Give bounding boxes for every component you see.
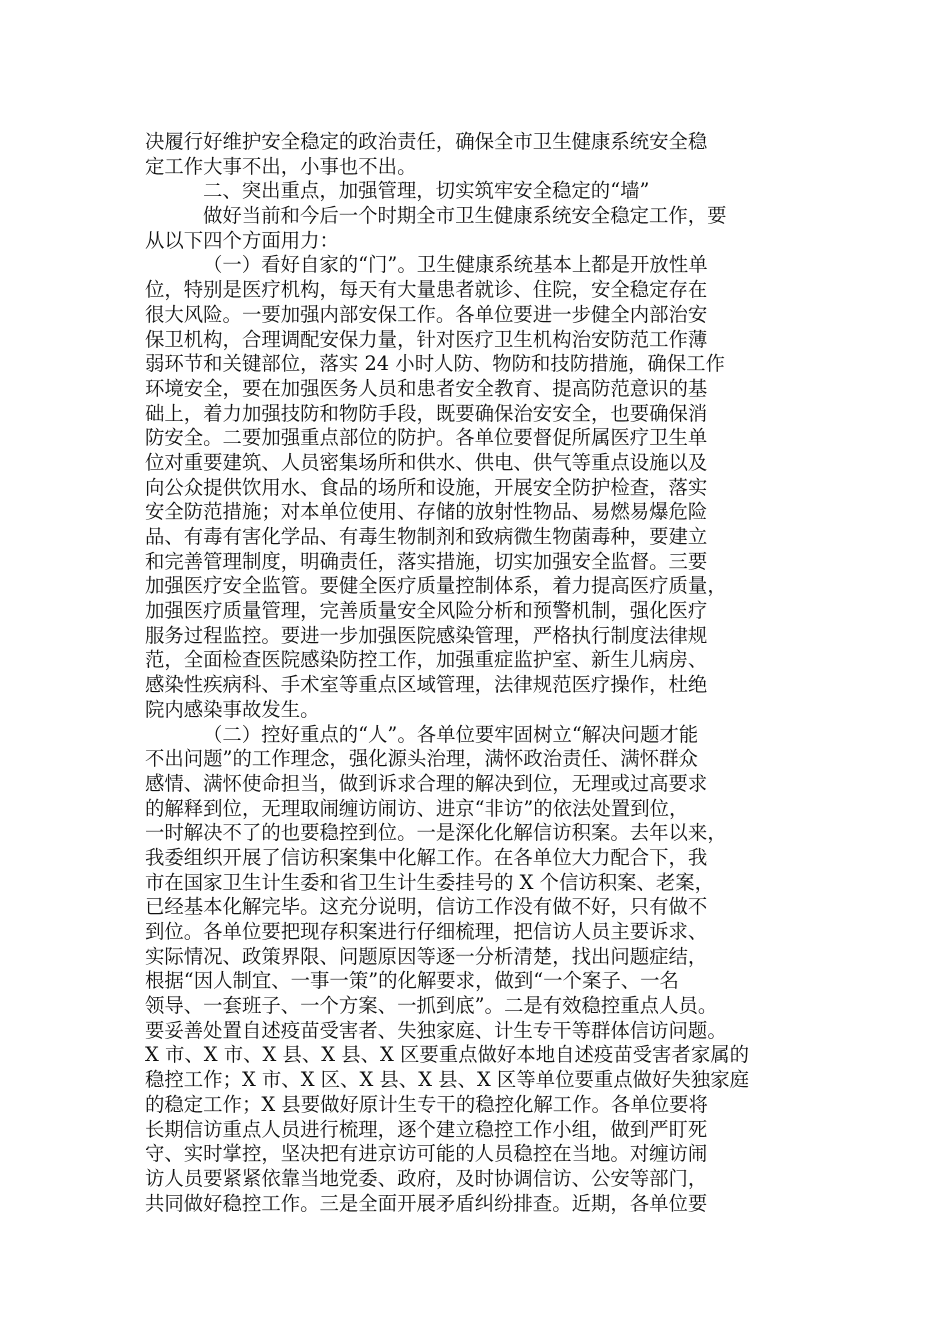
text-line: 做好当前和今后一个时期全市卫生健康系统安全稳定工作，要	[203, 204, 727, 228]
text-line: （二）控好重点的“人”。各单位要牢固树立“解决问题才能	[203, 722, 699, 746]
text-line: 二、突出重点，加强管理，切实筑牢安全稳定的“墙”	[203, 179, 650, 203]
text-line: 要妥善处置自述疫苗受害者、失独家庭、计生专干等群体信访问题。	[145, 1018, 727, 1042]
text-line: 和完善管理制度，明确责任，落实措施，切实加强安全监督。三要	[145, 549, 708, 573]
text-line: 保卫机构，合理调配安保力量，针对医疗卫生机构治安防范工作薄	[145, 327, 708, 351]
text-line: 加强医疗安全监管。要健全医疗质量控制体系，着力提高医疗质量，	[145, 574, 727, 598]
text-line: 的稳定工作；X 县要做好原计生专干的稳控化解工作。各单位要将	[145, 1092, 708, 1116]
document-body	[145, 130, 825, 1216]
text-line: 稳控工作；X 市、X 区、X 县、X 县、X 区等单位要重点做好失独家庭	[145, 1068, 749, 1092]
text-line: 安全防范措施；对本单位使用、存储的放射性物品、易燃易爆危险	[145, 500, 708, 524]
text-line: 加强医疗质量管理，完善质量安全风险分析和预警机制，强化医疗	[145, 599, 708, 623]
text-line: 已经基本化解完毕。这充分说明，信访工作没有做不好，只有做不	[145, 895, 708, 919]
text-line: 感情、满怀使命担当，做到诉求合理的解决到位，无理或过高要求	[145, 771, 708, 795]
text-line: 位对重要建筑、人员密集场所和供水、供电、供气等重点设施以及	[145, 450, 708, 474]
text-line: 根据“因人制宜、一事一策”的化解要求，做到“一个案子、一名	[145, 969, 679, 993]
text-line: 长期信访重点人员进行梳理，逐个建立稳控工作小组，做到严盯死	[145, 1117, 708, 1141]
text-line: 市在国家卫生计生委和省卫生计生委挂号的 X 个信访积案、老案，	[145, 870, 715, 894]
text-line: 环境安全，要在加强医务人员和患者安全教育、提高防范意识的基	[145, 376, 708, 400]
text-line: 决履行好维护安全稳定的政治责任，确保全市卫生健康系统安全稳	[145, 130, 708, 153]
text-line: 不出问题”的工作理念，强化源头治理，满怀政治责任、满怀群众	[145, 747, 698, 771]
text-line: 从以下四个方面用力：	[145, 228, 339, 252]
text-line: （一）看好自家的“门”。卫生健康系统基本上都是开放性单	[203, 253, 708, 277]
text-line: 础上，着力加强技防和物防手段，既要确保治安安全，也要确保消	[145, 401, 708, 425]
text-line: 一时解决不了的也要稳控到位。一是深化化解信访积案。去年以来，	[145, 821, 727, 845]
text-line: 实际情况、政策界限、问题原因等逐一分析清楚，找出问题症结，	[145, 944, 708, 968]
text-line: 访人员要紧紧依靠当地党委、政府，及时协调信访、公安等部门，	[145, 1166, 708, 1190]
text-line: 防安全。二要加强重点部位的防护。各单位要督促所属医疗卫生单	[145, 426, 708, 450]
text-line: X 市、X 市、X 县、X 县、X 区要重点做好本地自述疫苗受害者家属的	[145, 1043, 749, 1067]
text-line: 到位。各单位要把现存积案进行仔细梳理，把信访人员主要诉求、	[145, 920, 708, 943]
text-line: 领导、一套班子、一个方案、一抓到底”。二是有效稳控重点人员。	[145, 994, 718, 1018]
text-line: 定工作大事不出，小事也不出。	[145, 154, 417, 178]
text-line: 服务过程监控。要进一步加强医院感染管理，严格执行制度法律规	[145, 623, 708, 647]
text-line: 守、实时掌控，坚决把有进京访可能的人员稳控在当地。对缠访闹	[145, 1142, 708, 1166]
text-line: 共同做好稳控工作。三是全面开展矛盾纠纷排查。近期，各单位要	[145, 1191, 708, 1215]
text-line: 范，全面检查医院感染防控工作，加强重症监护室、新生儿病房、	[145, 648, 708, 672]
text-line: 品、有毒有害化学品、有毒生物制剂和致病微生物菌毒种，要建立	[145, 525, 708, 548]
text-line: 院内感染事故发生。	[145, 697, 320, 721]
text-line: 位，特别是医疗机构，每天有大量患者就诊、住院，安全稳定存在	[145, 278, 708, 302]
text-line: 很大风险。一要加强内部安保工作。各单位要进一步健全内部治安	[145, 302, 708, 326]
text-line: 感染性疾病科、手术室等重点区域管理，法律规范医疗操作，杜绝	[145, 673, 708, 697]
text-line: 的解释到位，无理取闹缠访闹访、进京“非访”的依法处置到位，	[145, 796, 689, 820]
text-line: 弱环节和关键部位，落实 24 小时人防、物防和技防措施，确保工作	[145, 352, 725, 376]
text-line: 我委组织开展了信访积案集中化解工作。在各单位大力配合下，我	[145, 845, 708, 869]
text-line: 向公众提供饮用水、食品的场所和设施，开展安全防护检查，落实	[145, 475, 708, 499]
